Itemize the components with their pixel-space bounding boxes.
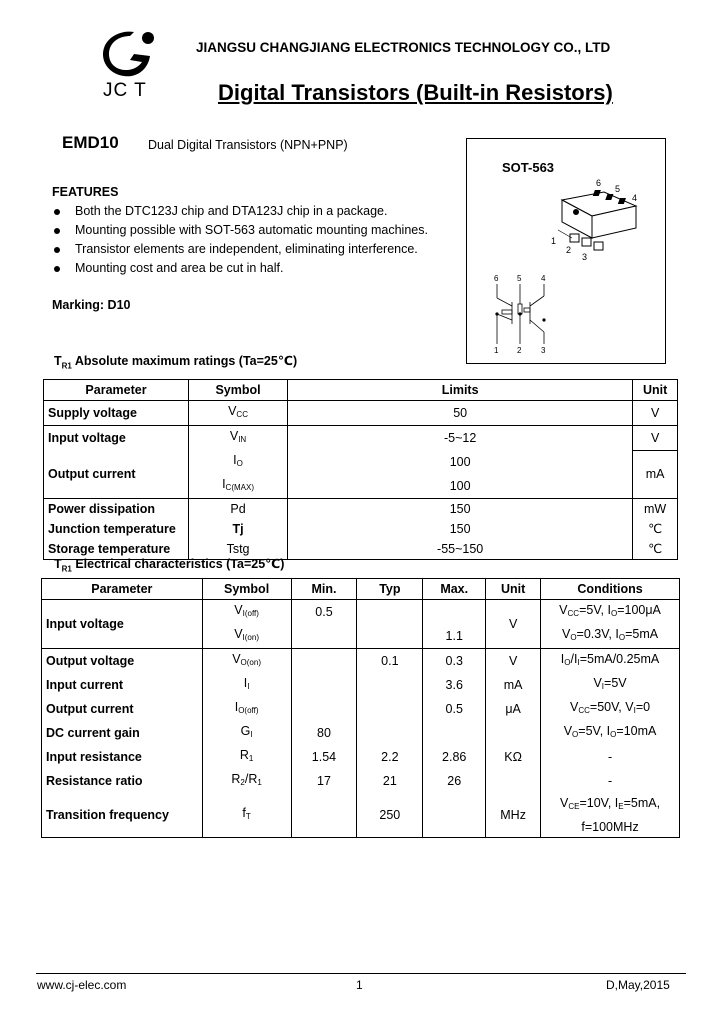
elec-char-title: $T_{R1}$ Electrical characteristics (Ta=25℃) — [54, 557, 285, 574]
internal-circuit-schematic — [488, 284, 554, 344]
schematic-pin-label: 5 — [517, 274, 522, 283]
col-header: Symbol — [202, 579, 291, 600]
feature-item: Transistor elements are independent, eliminating interference. — [54, 242, 418, 256]
col-header: Parameter — [42, 579, 203, 600]
table-row: DC current gain $G_I$ 80 $V_O=5V$, $I_O=10mA$ — [42, 721, 680, 745]
pkg-pin-label: 1 — [551, 236, 557, 246]
bullet-icon — [54, 266, 60, 272]
bullet-icon — [54, 228, 60, 234]
feature-item: Mounting cost and area be cut in half. — [54, 261, 283, 275]
part-number: EMD10 — [62, 133, 119, 152]
feature-item: Mounting possible with SOT-563 automatic mounting machines. — [54, 223, 428, 237]
table-row: Resistance ratio $R_2/R_1$ 17 21 26 - — [42, 769, 680, 793]
table-header-row — [44, 380, 678, 401]
schematic-pin-label: 2 — [517, 346, 522, 355]
table-row: Storage temperature Tstg -55~150 ℃ — [44, 539, 678, 560]
bullet-icon — [54, 247, 60, 253]
footer-url[interactable]: www.cj-elec.com — [37, 978, 127, 992]
page-number: 1 — [356, 978, 363, 992]
footer-date: D,May,2015 — [606, 978, 670, 992]
document-title: Digital Transistors (Built-in Resistors) — [218, 80, 613, 105]
table-row: Output current $I_{O(off)}$ 0.5 μA $V_{CC}=50V$, $V_I=0$ — [42, 697, 680, 721]
table-row: Input voltage $V_{I(off)}$ 0.5 V $V_{CC}=5V$, $I_O=100\mu A$ — [42, 600, 680, 625]
table-row: Input voltage $V_{IN}$ -5~12 V — [44, 426, 678, 451]
table-row: Output voltage $V_{O(on)}$ 0.1 0.3 V $I_O/I_I=5mA/0.25mA$ — [42, 649, 680, 674]
company-logo — [100, 30, 162, 78]
table-row: Input current $I_I$ 3.6 mA $V_I=5V$ — [42, 673, 680, 697]
table-row: Input resistance $R_1$ 1.54 2.2 2.86 KΩ - — [42, 745, 680, 769]
footer-divider — [36, 973, 686, 974]
feature-item: Both the DTC123J chip and DTA123J chip in a package. — [54, 204, 387, 218]
table-row: Transition frequency $f_T$ 250 MHz $V_{CE}=10V$, $I_E=5mA$, f=100MHz — [42, 793, 680, 838]
col-header: Min. — [291, 579, 357, 600]
col-header: Conditions — [541, 579, 680, 600]
table-row: Supply voltage $V_{CC}$ 50 V — [44, 401, 678, 426]
table-header-row — [42, 579, 680, 600]
table-row: Power dissipation Pd 150 mW — [44, 499, 678, 520]
abs-max-title: $T_{R1}$ Absolute maximum ratings (Ta=25℃) — [54, 354, 298, 371]
pkg-pin-label: 3 — [582, 252, 588, 262]
electrical-characteristics-table — [41, 578, 680, 838]
schematic-pin-label: 6 — [494, 274, 499, 283]
abs-max-ratings-table — [43, 379, 678, 560]
company-name: JIANGSU CHANGJIANG ELECTRONICS TECHNOLOGY CO., LTD — [196, 40, 611, 55]
table-row: $V_{I(on)}$ 1.1 $V_O=0.3V$, $I_O=5mA$ — [42, 624, 680, 649]
bullet-icon — [54, 209, 60, 215]
col-header: Typ — [357, 579, 423, 600]
pkg-pin-label: 6 — [596, 178, 602, 188]
col-header: Limits — [288, 380, 633, 401]
col-header: Max. — [423, 579, 486, 600]
table-row: Junction temperature Tj 150 ℃ — [44, 519, 678, 539]
package-outline-diagram — [548, 176, 660, 264]
pkg-pin-label: 5 — [615, 184, 621, 194]
col-header: Symbol — [189, 380, 288, 401]
col-header: Parameter — [44, 380, 189, 401]
features-heading: FEATURES — [52, 185, 119, 199]
pkg-pin-label: 4 — [632, 193, 638, 203]
schematic-pin-label: 3 — [541, 346, 546, 355]
table-row: $I_{C(MAX)}$ 100 — [44, 474, 678, 499]
package-label: SOT-563 — [502, 160, 555, 175]
part-description: Dual Digital Transistors (NPN+PNP) — [148, 138, 348, 152]
logo-text: JC T — [103, 80, 147, 101]
col-header: Unit — [633, 380, 678, 401]
pkg-pin-label: 2 — [566, 245, 572, 255]
schematic-pin-label: 1 — [494, 346, 499, 355]
table-row: Output current $I_O$ 100 mA — [44, 450, 678, 474]
col-header: Unit — [486, 579, 541, 600]
marking-code: Marking: D10 — [52, 298, 131, 312]
schematic-pin-label: 4 — [541, 274, 546, 283]
